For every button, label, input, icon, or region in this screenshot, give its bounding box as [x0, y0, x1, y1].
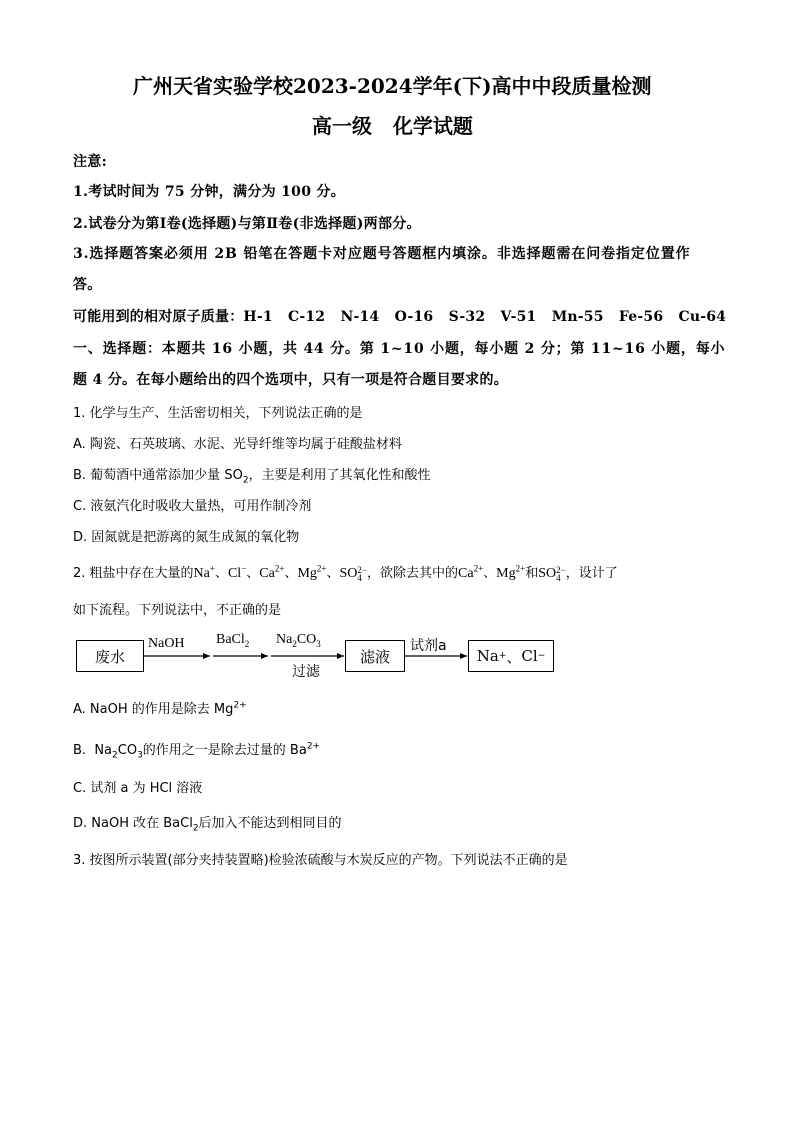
ion-ca: $Ca^{2+}$: [259, 563, 285, 581]
q2-stem-line2: 如下流程。下列说法中，不正确的是: [73, 603, 282, 618]
comma: 、: [246, 566, 260, 581]
ion-mg: $Mg^{2+}$: [496, 563, 526, 581]
comma: 、: [214, 566, 228, 581]
q1-option-b-pre: B. 葡萄酒中通常添加少量 SO: [73, 468, 243, 483]
note-item-2: 2.试卷分为第Ⅰ卷(选择题)与第Ⅱ卷(非选择题)两部分。: [73, 216, 421, 232]
q2-stem-and: 和: [525, 566, 539, 581]
q2-stem-pre: 2. 粗盐中存在大量的: [73, 566, 194, 581]
ion-cl: Cl−: [227, 563, 247, 581]
flow-label-reagent-a: 试剂a: [410, 638, 447, 654]
q2-option-b: B. $Na_2CO_3$的作用之一是除去过量的 $Ba^{2+}$: [73, 741, 321, 761]
flow-label-naoh: NaOH: [148, 636, 185, 651]
note-item-3-cont: 答。: [73, 277, 102, 293]
flow-label-filter: 过滤: [292, 664, 320, 680]
q2-stem-mid: ，欲除去其中的: [366, 566, 458, 581]
flow-box-product: Na + 、 Cl −: [468, 640, 554, 672]
q1-option-d: D. 固氮就是把游离的氮生成氮的氧化物: [73, 530, 300, 545]
q2-stem-post: ，设计了: [565, 566, 618, 581]
comma: 、: [326, 566, 340, 581]
q1-option-a: A. 陶瓷、石英玻璃、水泥、光导纤维等均属于硅酸盐材料: [73, 437, 402, 452]
q1-stem: 1. 化学与生产、生活密切相关，下列说法正确的是: [73, 406, 363, 421]
notes-heading: 注意:: [73, 154, 108, 170]
exam-subtitle: 高一级 化学试题: [312, 114, 473, 138]
q1-option-c: C. 液氨汽化时吸收大量热，可用作制冷剂: [73, 499, 312, 514]
q1-option-b-sub: 2: [242, 475, 249, 486]
q3-stem: 3. 按图所示装置(部分夹持装置略)检验浓硫酸与木炭反应的产物。下列说法不正确的是: [73, 853, 568, 868]
section-heading-cont: 题 4 分。在每小题给出的四个选项中，只有一项是符合题目要求的。: [73, 372, 509, 388]
atomic-masses: 可能用到的相对原子质量：H-1 C-12 N-14 O-16 S-32 V-51 Mn-55 Fe-56 Cu-64: [73, 309, 727, 325]
q2-option-a: A. NaOH 的作用是除去 $Mg^{2+}$: [73, 700, 247, 717]
q1-option-b-post: ，主要是利用了其氧化性和酸性: [248, 468, 431, 483]
note-item-3: 3.选择题答案必须用 2B 铅笔在答题卡对应题号答题框内填涂。非选择题需在问卷指定位置作: [73, 246, 691, 262]
note-item-1: 1.考试时间为 75 分钟，满分为 100 分。: [73, 184, 346, 200]
flow-label-bacl2: BaCl$_2$: [216, 632, 250, 649]
comma: 、: [483, 566, 497, 581]
ion-so4: SO 2− 4: [339, 564, 367, 583]
flow-box-wastewater: 废水: [76, 640, 144, 672]
ion-mg: $Mg^{2+}$: [297, 563, 327, 581]
ion-ca: $Ca^{2+}$: [458, 563, 484, 581]
section-heading: 一、选择题：本题共 16 小题，共 44 分。第 1~10 小题，每小题 2 分；第 11~16 小题，每小: [73, 341, 726, 357]
q2-option-d: D. NaOH 改在 BaCl$_2$后加入不能达到相同目的: [73, 816, 342, 834]
comma: 、: [284, 566, 298, 581]
ion-na: Na+: [193, 563, 215, 581]
flow-label-na2co3: $Na_2CO_3$: [276, 632, 321, 649]
ion-so4: SO 2− 4: [538, 564, 566, 583]
flow-box-filtrate: 滤液: [345, 640, 405, 672]
q2-option-c: C. 试剂 a 为 HCl 溶液: [73, 781, 203, 796]
exam-title: 广州天省实验学校2023-2024学年(下)高中中段质量检测: [133, 74, 652, 98]
